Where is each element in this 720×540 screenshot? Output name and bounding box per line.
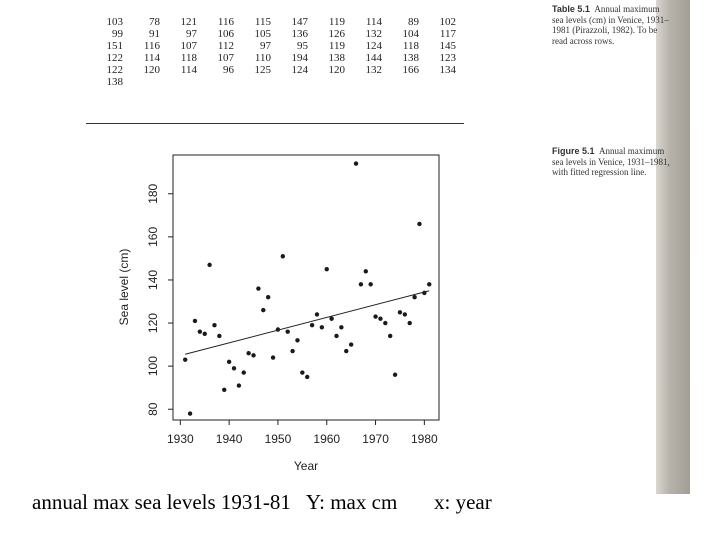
table-cell: 136 [291, 28, 308, 40]
data-point [344, 349, 348, 353]
data-point [198, 329, 202, 333]
x-tick-label: 1930 [166, 432, 194, 446]
data-point [290, 349, 294, 353]
table-cell: 124 [365, 40, 382, 52]
table-cell: 117 [439, 28, 456, 40]
table-cell: 112 [217, 40, 234, 52]
data-point [412, 295, 416, 299]
data-point [359, 282, 363, 286]
table-cell: 102 [439, 16, 456, 28]
y-tick-label: 160 [146, 226, 160, 247]
table-cell: 116 [143, 40, 160, 52]
y-tick-label: 100 [146, 356, 160, 377]
table-cell: 110 [254, 52, 271, 64]
table-cell: 89 [408, 16, 419, 28]
table-cell: 126 [328, 28, 345, 40]
table-caption-text: Annual maximum sea levels (cm) in Venice, 1931–1981 (Pirazzoli, 1982). To be read across rows. [552, 4, 669, 46]
y-tick-label: 80 [146, 402, 160, 416]
table-cell: 194 [291, 52, 308, 64]
x-tick-label: 1940 [215, 432, 243, 446]
figure-caption-text: Annual maximum sea levels in Venice, 1931–1981, with fitted regression line. [552, 146, 670, 177]
table-cell: 132 [365, 28, 382, 40]
data-point [354, 161, 358, 165]
data-point [403, 312, 407, 316]
data-point [212, 323, 216, 327]
x-axis-label: Year [293, 459, 319, 473]
table-cell: 116 [217, 16, 234, 28]
data-point [398, 310, 402, 314]
data-point [266, 295, 270, 299]
table-cell: 120 [328, 64, 345, 76]
table-cell: 120 [143, 64, 160, 76]
data-point [408, 321, 412, 325]
table-cell: 132 [365, 64, 382, 76]
x-tick-label: 1980 [411, 432, 438, 446]
table-cell: 118 [180, 52, 197, 64]
table-cell: 118 [402, 40, 419, 52]
table-cell: 91 [149, 28, 160, 40]
table-cell: 134 [439, 64, 456, 76]
data-point [285, 329, 289, 333]
table-cell: 99 [112, 28, 123, 40]
table-cell: 124 [291, 64, 308, 76]
data-point [207, 263, 211, 267]
data-point [427, 282, 431, 286]
table-cell: 147 [291, 16, 308, 28]
data-point [295, 338, 299, 342]
y-tick-label: 140 [146, 269, 160, 290]
table-cell: 151 [106, 40, 123, 52]
data-point [183, 357, 187, 361]
table-cell: 115 [254, 16, 271, 28]
table-caption-label: Table 5.1 [552, 4, 590, 14]
table-cell: 119 [328, 16, 345, 28]
x-tick-label: 1950 [264, 432, 292, 446]
y-axis-label: Sea level (cm) [117, 248, 131, 326]
table-cell: 105 [254, 28, 271, 40]
x-tick-label: 1960 [313, 432, 341, 446]
table-cell: 166 [402, 64, 419, 76]
data-point [349, 342, 353, 346]
table-cell: 121 [180, 16, 197, 28]
table-cell: 114 [365, 16, 382, 28]
table-cell: 122 [106, 52, 123, 64]
table-cell: 106 [217, 28, 234, 40]
data-point [232, 366, 236, 370]
data-point [222, 388, 226, 392]
table-cell: 78 [149, 16, 160, 28]
table-cell: 138 [402, 52, 419, 64]
table-cell: 107 [180, 40, 197, 52]
data-point [383, 321, 387, 325]
table-cell: 144 [365, 52, 382, 64]
table-cell: 119 [328, 40, 345, 52]
data-point [373, 314, 377, 318]
plot-frame [173, 155, 439, 420]
data-point [310, 323, 314, 327]
table-cell: 107 [217, 52, 234, 64]
data-point [300, 370, 304, 374]
data-point [281, 254, 285, 258]
data-point [237, 383, 241, 387]
data-point [315, 312, 319, 316]
data-point [242, 370, 246, 374]
data-point [261, 308, 265, 312]
data-point [388, 334, 392, 338]
data-point [364, 269, 368, 273]
data-point [193, 319, 197, 323]
data-point [188, 411, 192, 415]
table-cell: 114 [143, 52, 160, 64]
data-point [320, 325, 324, 329]
table-cell: 145 [439, 40, 456, 52]
data-point [246, 351, 250, 355]
table-cell: 125 [254, 64, 271, 76]
regression-line [185, 291, 429, 355]
data-point [325, 267, 329, 271]
table-cell: 138 [106, 76, 123, 88]
table-cell: 104 [402, 28, 419, 40]
table-cell: 97 [260, 40, 271, 52]
data-point [417, 222, 421, 226]
table-cell: 138 [328, 52, 345, 64]
data-point [227, 360, 231, 364]
data-point [368, 282, 372, 286]
table-cell: 95 [297, 40, 308, 52]
data-point [251, 353, 255, 357]
data-point [271, 355, 275, 359]
data-point [393, 373, 397, 377]
table-cell: 97 [186, 28, 197, 40]
y-tick-label: 180 [146, 183, 160, 204]
x-tick-label: 1970 [362, 432, 389, 446]
table-cell: 96 [223, 64, 234, 76]
data-point [217, 334, 221, 338]
table-cell: 123 [439, 52, 456, 64]
data-point [329, 317, 333, 321]
slide-caption: annual max sea levels 1931-81 Y: max cm x: year [32, 490, 492, 514]
data-point [305, 375, 309, 379]
data-point [378, 317, 382, 321]
table-cell: 114 [180, 64, 197, 76]
data-point [339, 325, 343, 329]
data-point [203, 332, 207, 336]
table-cell: 122 [106, 64, 123, 76]
data-point [256, 286, 260, 290]
data-point [334, 334, 338, 338]
figure-caption-label: Figure 5.1 [552, 146, 595, 156]
y-tick-label: 120 [146, 313, 160, 334]
table-cell: 103 [106, 16, 123, 28]
